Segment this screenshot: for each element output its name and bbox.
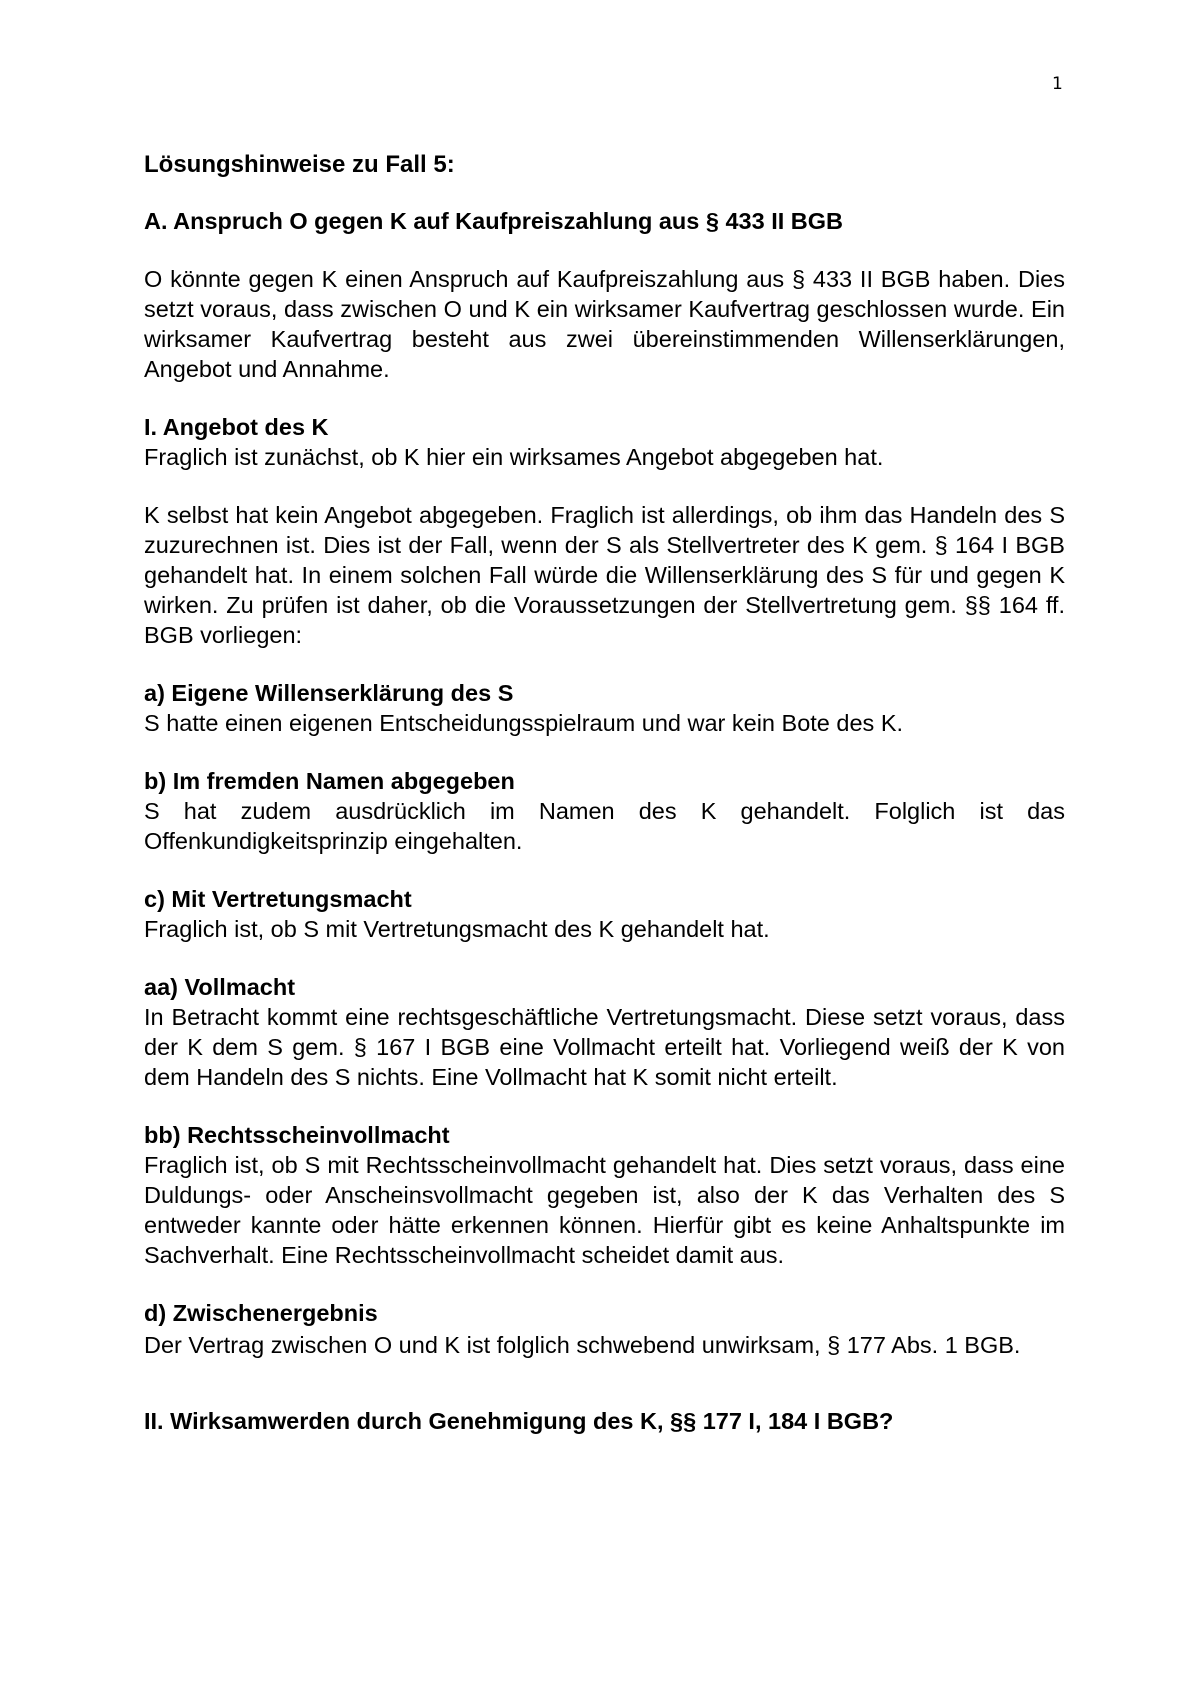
section-a-intro: O könnte gegen K einen Anspruch auf Kaufpreiszahlung aus § 433 II BGB haben. Dies setzt voraus, dass zwischen O und K ein wirksamer Kaufvertrag geschlossen wurde. Ein wirksamer Kaufvertrag besteht aus zwei übereinstimmenden Willenserklärungen, Angebot und Annahme. [144, 266, 1065, 382]
section-a-heading: A. Anspruch O gegen K auf Kaufpreiszahlung aus § 433 II BGB [144, 208, 844, 234]
sub-c-text: Fraglich ist, ob S mit Vertretungsmacht des K gehandelt hat. [144, 916, 770, 942]
document-body [144, 150, 1065, 1436]
sub-d-block [144, 1298, 1065, 1362]
section-a-intro-block [144, 264, 1065, 384]
document-title: Lösungshinweise zu Fall 5: [144, 151, 455, 178]
sub-c-heading: c) Mit Vertretungsmacht [144, 886, 412, 912]
sub-aa-text: In Betracht kommt eine rechtsgeschäftliche Vertretungsmacht. Diese setzt voraus, dass der K dem S gem. § 167 I BGB eine Vollmacht erteilt hat. Vorliegend weiß der K von dem Handeln des S nichts. Eine Vollmacht hat K somit nicht erteilt. [144, 1004, 1065, 1090]
sub-d-text: Der Vertrag zwischen O und K ist folglich schwebend unwirksam, § 177 Abs. 1 BGB. [144, 1332, 1021, 1358]
part-i-heading-block [144, 412, 1065, 472]
sub-aa-heading: aa) Vollmacht [144, 974, 296, 1000]
sub-a-heading: a) Eigene Willenserklärung des S [144, 680, 514, 706]
sub-b-heading: b) Im fremden Namen abgegeben [144, 768, 515, 794]
part-i-text-2: K selbst hat kein Angebot abgegeben. Fraglich ist allerdings, ob ihm das Handeln des S zuzurechnen ist. Dies ist der Fall, wenn der S als Stellvertreter des K gem. § 164 I BGB gehandelt hat. In einem solchen Fall würde die Willenserklärung des S für und gegen K wirken. Zu prüfen ist daher, ob die Voraussetzungen der Stellvertretung gem. §§ 164 ff. BGB vorliegen: [144, 502, 1065, 648]
page-number: 1 [1052, 74, 1063, 94]
sub-aa-block [144, 972, 1065, 1092]
sub-b-text: S hat zudem ausdrücklich im Namen des K gehandelt. Folglich ist das Offenkundigkeitsprinzip eingehalten. [144, 798, 1065, 854]
sub-c-block [144, 884, 1065, 944]
part-i-text-1: Fraglich ist zunächst, ob K hier ein wirksames Angebot abgegeben hat. [144, 444, 884, 470]
part-i-heading: I. Angebot des K [144, 414, 329, 440]
sub-bb-block [144, 1120, 1065, 1270]
sub-a-block [144, 678, 1065, 738]
part-i-body-block [144, 500, 1065, 650]
sub-d-heading: d) Zwischenergebnis [144, 1300, 378, 1326]
sub-a-text: S hatte einen eigenen Entscheidungsspielraum und war kein Bote des K. [144, 710, 904, 736]
sub-bb-heading: bb) Rechtsscheinvollmacht [144, 1122, 450, 1148]
part-ii-heading: II. Wirksamwerden durch Genehmigung des K, §§ 177 I, 184 I BGB? [144, 1408, 894, 1434]
sub-b-block [144, 766, 1065, 856]
sub-bb-text: Fraglich ist, ob S mit Rechtsscheinvollmacht gehandelt hat. Dies setzt voraus, dass eine Duldungs- oder Anscheinsvollmacht gegeben ist, also der K das Verhalten des S entweder kannte oder hätte erkennen können. Hierfür gibt es keine Anhaltspunkte im Sachverhalt. Eine Rechtsscheinvollmacht scheidet damit aus. [144, 1152, 1065, 1268]
